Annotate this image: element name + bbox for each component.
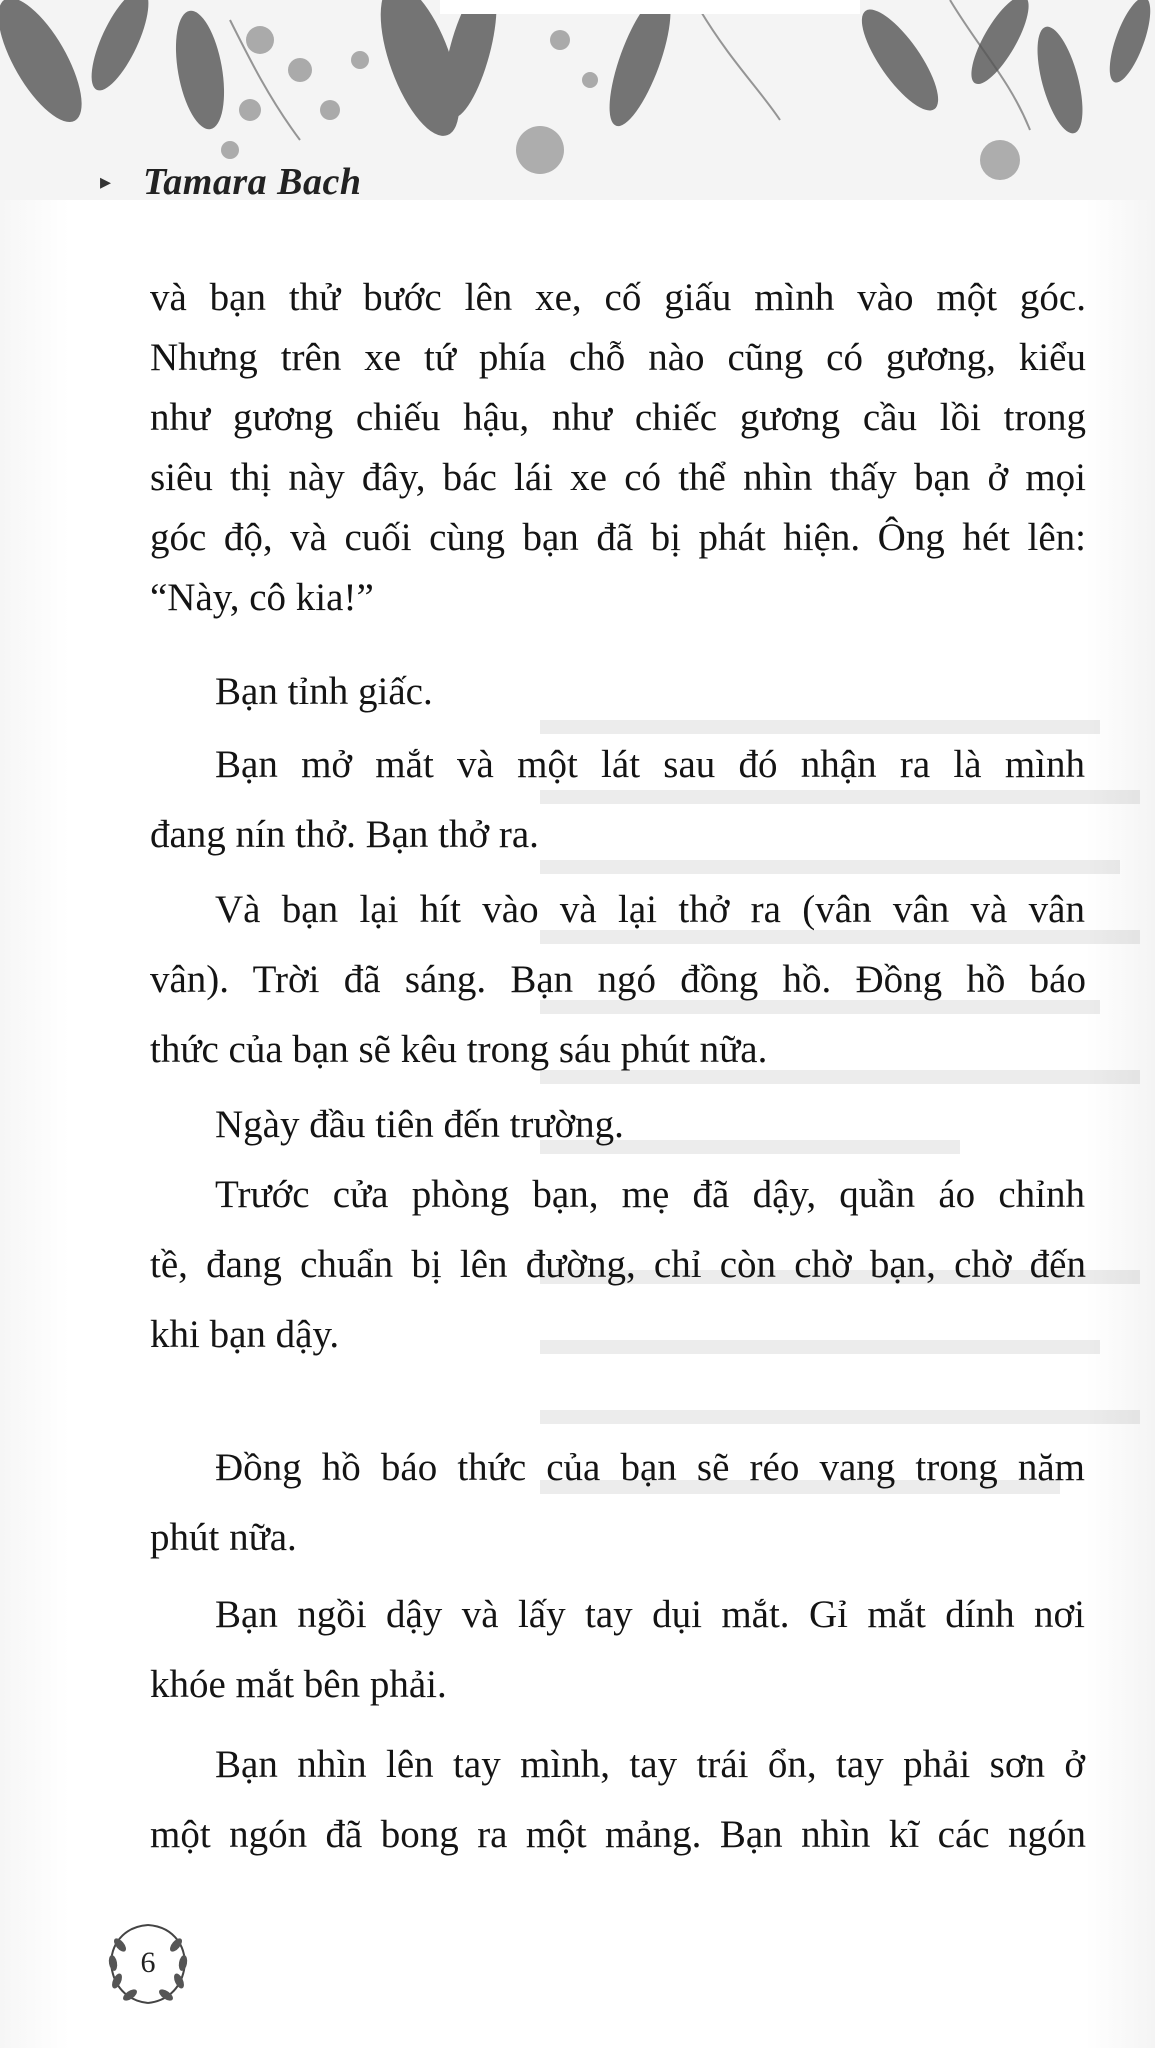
author-name: Tamara Bach <box>143 161 362 203</box>
paragraph-first-line: Đồng hồ báo thức của bạn sẽ réo vang trong năm <box>215 1446 1085 1489</box>
paragraph-first-line: Và bạn lại hít vào và lại thở ra (vân vân và vân <box>215 888 1085 931</box>
paragraph-first-line: Bạn mở mắt và một lát sau đó nhận ra là mình <box>215 743 1085 786</box>
text-line: tề, đang chuẩn bị lên đường, chỉ còn chờ bạn, chờ đến <box>150 1243 1086 1286</box>
text-line: và bạn thử bước lên xe, cố giấu mình vào một góc. <box>150 276 1086 319</box>
paragraph-first-line: Bạn tỉnh giấc. <box>215 670 433 713</box>
paragraph-first-line: Bạn ngồi dậy và lấy tay dụi mắt. Gỉ mắt dính nơi <box>215 1593 1085 1636</box>
text-line: thức của bạn sẽ kêu trong sáu phút nữa. <box>150 1028 768 1071</box>
text-line: vân). Trời đã sáng. Bạn ngó đồng hồ. Đồng hồ báo <box>150 958 1086 1001</box>
text-line: siêu thị này đây, bác lái xe có thể nhìn thấy bạn ở mọi <box>150 456 1086 499</box>
paragraph-first-line: Ngày đầu tiên đến trường. <box>215 1103 624 1146</box>
text-line: Nhưng trên xe tứ phía chỗ nào cũng có gương, kiểu <box>150 336 1086 379</box>
bullet-icon: ▸ <box>100 169 112 194</box>
page-number-badge <box>100 1915 196 2011</box>
text-line: khóe mắt bên phải. <box>150 1663 447 1706</box>
paragraph-first-line: Bạn nhìn lên tay mình, tay trái ổn, tay phải sơn ở <box>215 1743 1085 1786</box>
text-line: góc độ, và cuối cùng bạn đã bị phát hiện. Ông hét lên: <box>150 516 1086 559</box>
paragraph-first-line: Trước cửa phòng bạn, mẹ đã dậy, quần áo chỉnh <box>215 1173 1085 1216</box>
text-line: khi bạn dậy. <box>150 1313 340 1356</box>
text-line: đang nín thở. Bạn thở ra. <box>150 813 539 856</box>
running-header <box>100 160 361 204</box>
page-number: 6 <box>140 1946 156 1979</box>
text-line: một ngón đã bong ra một mảng. Bạn nhìn kĩ các ngón <box>150 1813 1086 1856</box>
text-line: như gương chiếu hậu, như chiếc gương cầu lồi trong <box>150 396 1086 439</box>
text-line: “Này, cô kia!” <box>150 576 374 619</box>
text-line: phút nữa. <box>150 1516 297 1559</box>
